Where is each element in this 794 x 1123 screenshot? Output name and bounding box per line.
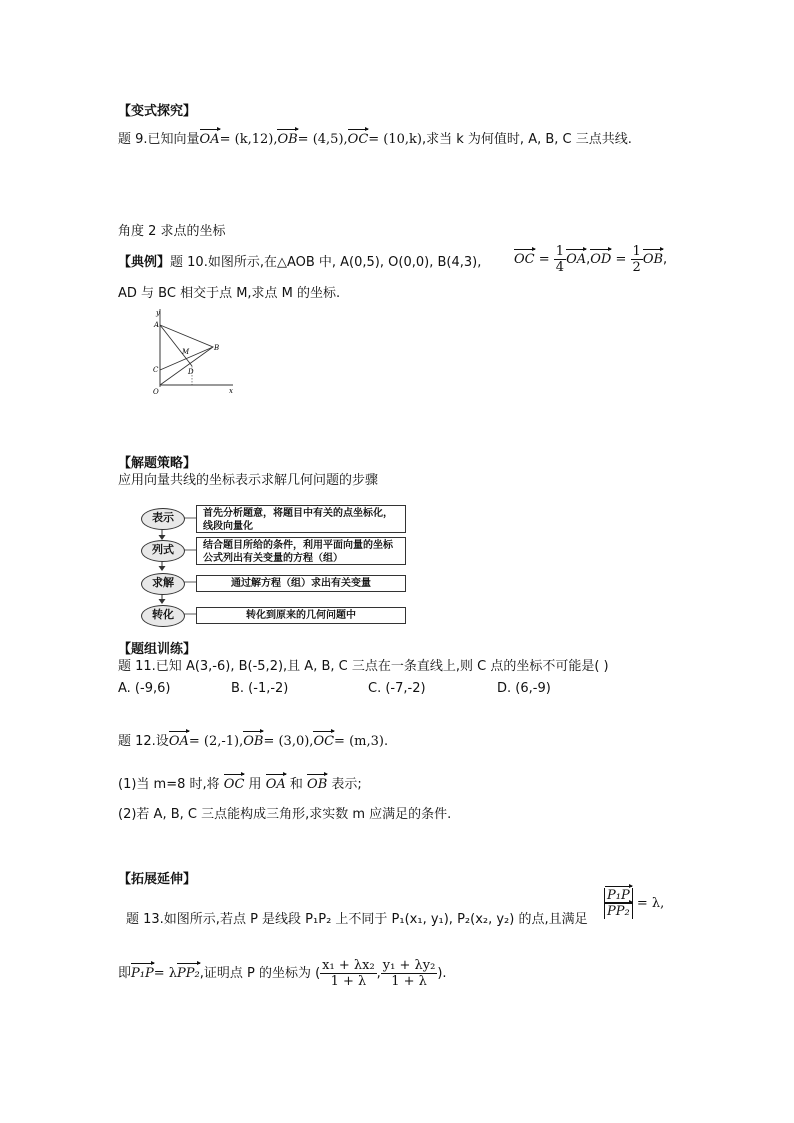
question-10-line2: AD 与 BC 相交于点 M,求点 M 的坐标. [118, 286, 341, 301]
question-9: 题 9.已知向量OA= (k,12),OB= (4,5),OC= (10,k),求当 k 为何值时, A, B, C 三点共线. [118, 132, 632, 147]
section-heading-extension: 【拓展延伸】 [118, 872, 197, 887]
question-10-formula: OC = $\frac{1}{4}$ OA,OD = $\frac{1}{2}$ OB, [514, 244, 668, 275]
angle-title: 角度 2 求点的坐标 [118, 224, 226, 239]
question-12-part2: (2)若 A, B, C 三点能构成三角形,求实数 m 应满足的条件. [118, 807, 452, 822]
label-d: D [188, 368, 194, 376]
label-y: y [156, 309, 160, 317]
step-box-3: 通过解方程（组）求出有关变量 [196, 575, 406, 592]
option-a: A. (-9,6) [118, 681, 171, 696]
fraction-one-quarter: $\frac{1}{4}$ [555, 244, 565, 275]
vector-oa: OA [199, 132, 220, 147]
section-heading-practice: 【题组训练】 [118, 642, 197, 657]
label-x: x [229, 387, 233, 395]
segment-ad [160, 325, 192, 366]
option-c: C. (-7,-2) [368, 681, 426, 696]
step-box-4: 转化到原来的几何问题中 [196, 607, 406, 624]
option-b: B. (-1,-2) [231, 681, 289, 696]
question-12: 题 12.设OA= (2,-1),OB= (3,0),OC= (m,3). [118, 734, 389, 749]
step-box-2: 结合题目所给的条件，利用平面向量的坐标公式列出有关变量的方程（组） [196, 537, 406, 565]
question-10: 【典例】题 10.如图所示,在△AOB 中, A(0,5), O(0,0), B(4,3), [118, 255, 482, 270]
label-a: A [154, 321, 160, 329]
label-b: B [214, 344, 220, 352]
step-box-1: 首先分析题意，将题目中有关的点坐标化，线段向量化 [196, 505, 406, 533]
step-oval-3: 求解 [141, 573, 185, 595]
section-heading-strategy: 【解题策略】 [118, 456, 197, 471]
result-fraction-y: $\frac{\text{y₁ + λy₂}}{1 + \lambda}$ [382, 958, 436, 989]
label-o: O [153, 388, 159, 396]
question-11: 题 11.已知 A(3,-6), B(-5,2),且 A, B, C 三点在一条直线上,则 C 点的坐标不可能是( ) [118, 659, 609, 674]
label-m: M [182, 348, 190, 356]
section-heading-variant: 【变式探究】 [118, 104, 197, 119]
option-d: D. (6,-9) [497, 681, 551, 696]
question-12-part1: (1)当 m=8 时,将 OC 用 OA 和 OB 表示; [118, 777, 362, 792]
question-13-ratio: $\frac{\text{P₁P}}{\text{PP₂}}$ = λ, [604, 888, 664, 919]
triangle-figure [145, 305, 240, 400]
question-13-line1: 题 13.如图所示,若点 P 是线段 P₁P₂ 上不同于 P₁(x₁, y₁), P₂(x₂, y₂) 的点,且满足 [126, 912, 588, 927]
ratio-fraction: $\frac{\text{P₁P}}{\text{PP₂}}$ [604, 888, 633, 919]
fraction-one-half: $\frac{1}{2}$ [632, 244, 641, 275]
question-13-line2: 即P₁P= λPP₂,证明点 P 的坐标为 ( $\frac{\text{x₁ + λx₂}}{1 + \lambda}$ , $\frac{\text{y₁ + λy₂}}{1 + \lambda}$ ). [118, 958, 447, 989]
step-oval-4: 转化 [141, 605, 185, 627]
label-c: C [153, 366, 159, 374]
result-fraction-x: $\frac{\text{x₁ + λx₂}}{1 + \lambda}$ [322, 958, 375, 989]
vector-oc: OC [347, 132, 369, 147]
vector-ob: OB [277, 132, 298, 147]
step-oval-1: 表示 [141, 508, 185, 530]
strategy-subtitle: 应用向量共线的坐标表示求解几何问题的步骤 [118, 473, 379, 488]
step-oval-2: 列式 [141, 540, 185, 562]
